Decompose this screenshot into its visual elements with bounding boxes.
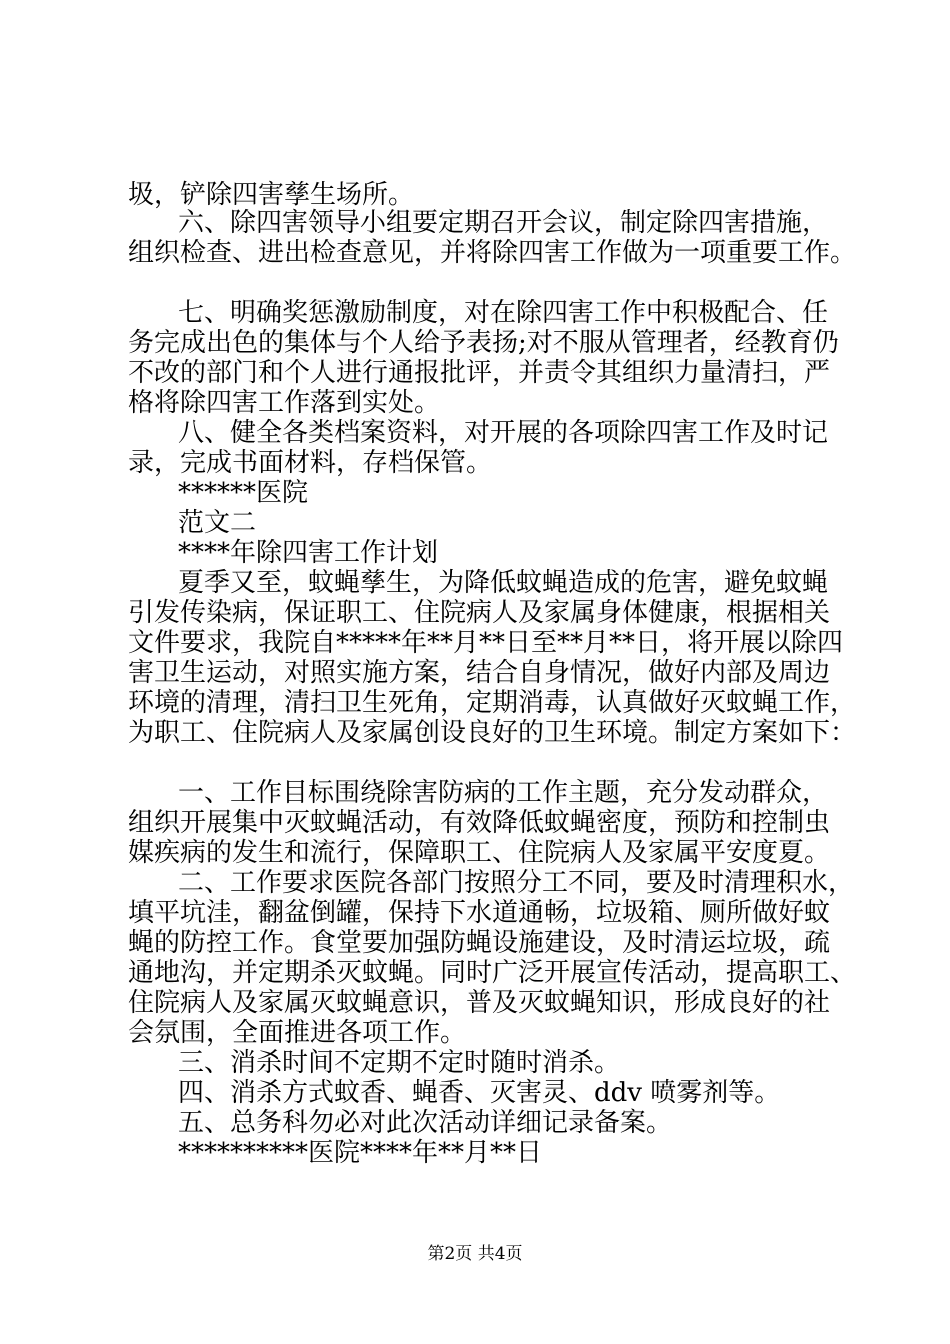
text-line: ******医院 (178, 478, 309, 508)
text-line: 六、除四害领导小组要定期召开会议，制定除四害措施， (178, 208, 829, 238)
text-line: 二、工作要求医院各部门按照分工不同，要及时清理积水， (178, 868, 855, 898)
text-line: 三、消杀时间不定期不定时随时消杀。 (178, 1048, 621, 1078)
text-line: 媒疾病的发生和流行，保障职工、住院病人及家属平安度夏。 (128, 838, 831, 868)
text-line: 五、总务科勿必对此次活动详细记录备案。 (178, 1108, 673, 1138)
text-line: 填平坑洼，翻盆倒罐，保持下水道通畅，垃圾箱、厕所做好蚊 (128, 898, 831, 928)
text-line: 范文二 (178, 508, 257, 538)
text-line: 蝇的防控工作。食堂要加强防蝇设施建设，及时清运垃圾，疏 (128, 928, 831, 958)
page-footer: 第2页 共4页 (427, 1244, 523, 1264)
text-line: 圾，铲除四害孳生场所。 (128, 180, 415, 210)
text-line: 组织检查、进出检查意见，并将除四害工作做为一项重要工作。 (128, 238, 857, 268)
text-line: 四、消杀方式蚊香、蝇香、灭害灵、ddv 喷雾剂等。 (178, 1078, 781, 1108)
text-line: 夏季又至，蚊蝇孳生，为降低蚊蝇造成的危害，避免蚊蝇 (178, 568, 829, 598)
text-line: 不改的部门和个人进行通报批评，并责令其组织力量清扫，严 (128, 358, 831, 388)
text-line: 环境的清理，清扫卫生死角，定期消毒，认真做好灭蚊蝇工作， (128, 688, 857, 718)
text-line: 住院病人及家属灭蚊蝇意识，普及灭蚊蝇知识，形成良好的社 (128, 988, 831, 1018)
text-line: **********医院****年**月**日 (178, 1138, 543, 1168)
text-line: 通地沟，并定期杀灭蚊蝇。同时广泛开展宣传活动，提高职工、 (128, 958, 857, 988)
text-line: 一、工作目标围绕除害防病的工作主题，充分发动群众， (178, 778, 829, 808)
text-line: 害卫生运动，对照实施方案，结合自身情况，做好内部及周边 (128, 658, 831, 688)
text-line: ****年除四害工作计划 (178, 538, 439, 568)
text-line: 录，完成书面材料，存档保管。 (128, 448, 493, 478)
text-line: 文件要求，我院自*****年**月**日至**月**日，将开展以除四 (128, 628, 844, 658)
text-line: 格将除四害工作落到实处。 (128, 388, 441, 418)
text-line: 组织开展集中灭蚊蝇活动，有效降低蚊蝇密度，预防和控制虫 (128, 808, 831, 838)
text-line: 七、明确奖惩激励制度，对在除四害工作中积极配合、任 (178, 298, 829, 328)
text-line: 引发传染病，保证职工、住院病人及家属身体健康，根据相关 (128, 598, 831, 628)
text-line: 八、健全各类档案资料，对开展的各项除四害工作及时记 (178, 418, 829, 448)
text-line: 务完成出色的集体与个人给予表扬;对不服从管理者，经教育仍 (128, 328, 839, 358)
text-line: 会氛围，全面推进各项工作。 (128, 1018, 467, 1048)
text-line: 为职工、住院病人及家属创设良好的卫生环境。制定方案如下： (128, 718, 857, 748)
